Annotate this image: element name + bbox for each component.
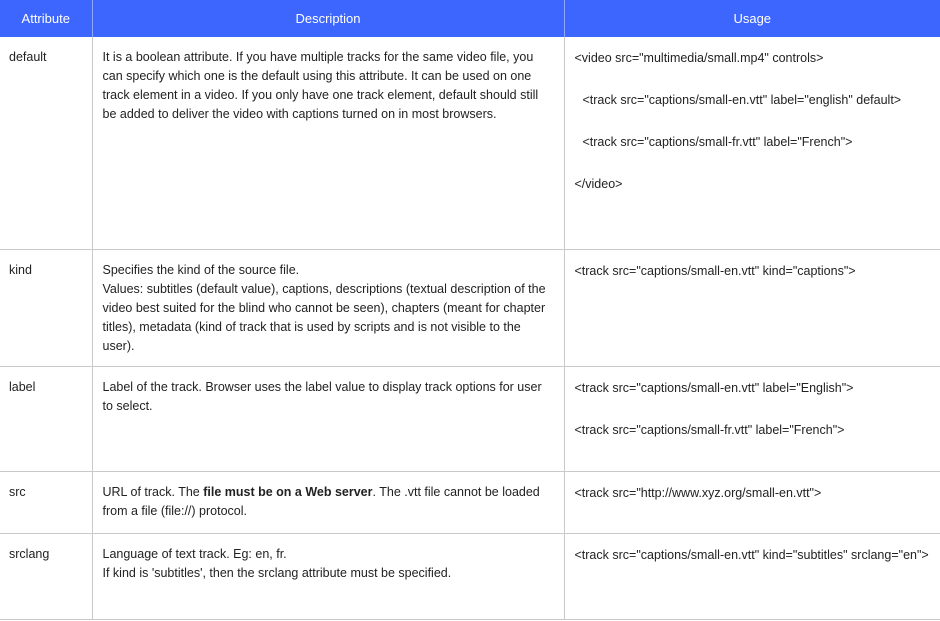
header-attribute: Attribute [0,0,92,37]
usage-code: <track src="http://www.xyz.org/small-en.vtt"> [574,485,822,500]
description-text: It is a boolean attribute. If you have multiple tracks for the same video file, you can specify which one is the default using this attribute. It can be used on one track element in a video. If you only have one track element, default should still be added to deliver the video with captions turned on in most browsers. [102,50,539,121]
usage-code: <track src="captions/small-en.vtt" label="English"> [574,380,854,395]
usage-cell [564,249,940,366]
attribute-cell: kind [0,249,92,366]
usage-code: </video> [574,177,623,191]
description-cell [92,249,564,366]
table-row [0,471,940,533]
description-cell [92,37,564,249]
table-row [0,366,940,471]
attribute-cell: label [0,366,92,471]
description-text: Label of the track. Browser uses the label value to display track options for user to select. [102,379,542,413]
description-emphasis: file must be on a Web server [203,484,373,499]
description-text: Language of text track. Eg: en, fr. [102,546,287,561]
description-cell [92,366,564,471]
usage-cell [564,366,940,471]
attribute-cell: default [0,37,92,249]
description-cell [92,471,564,533]
header-row [0,0,940,37]
description-text: Values: subtitles (default value), captions, descriptions (textual description of the video best suited for the blind who cannot be seen), chapters (meant for chapter titles), metadata (kind of track that is used by scripts and is not visible to the user). [102,281,546,353]
description-text-end: . The .vtt file cannot be loaded from a file (file://) protocol. [102,484,540,518]
table-body [0,37,940,619]
attribute-cell: srclang [0,533,92,619]
usage-code: <track src="captions/small-fr.vtt" label="French"> [574,422,845,437]
description-text-start: URL of track. The [102,484,204,499]
usage-code: <track src="captions/small-en.vtt" kind="captions"> [574,263,856,278]
usage-code: <track src="captions/small-en.vtt" kind="subtitles" srclang="en"> [574,547,929,562]
description-text: If kind is 'subtitles', then the srclang attribute must be specified. [102,565,452,580]
usage-cell [564,533,940,619]
table-row [0,37,940,249]
usage-cell [564,471,940,533]
usage-code: <track src="captions/small-en.vtt" label="english" default> [582,93,902,107]
usage-code: <track src="captions/small-fr.vtt" label="French"> [582,135,853,149]
usage-cell [564,37,940,249]
table-row [0,249,940,366]
description-cell [92,533,564,619]
attribute-cell: src [0,471,92,533]
usage-code: <video src="multimedia/small.mp4" controls> [574,51,824,65]
header-description: Description [92,0,564,37]
table-row [0,533,940,619]
description-text: Specifies the kind of the source file. [102,262,300,277]
description-text [103,483,554,521]
header-usage: Usage [564,0,940,37]
table-header [0,0,940,37]
